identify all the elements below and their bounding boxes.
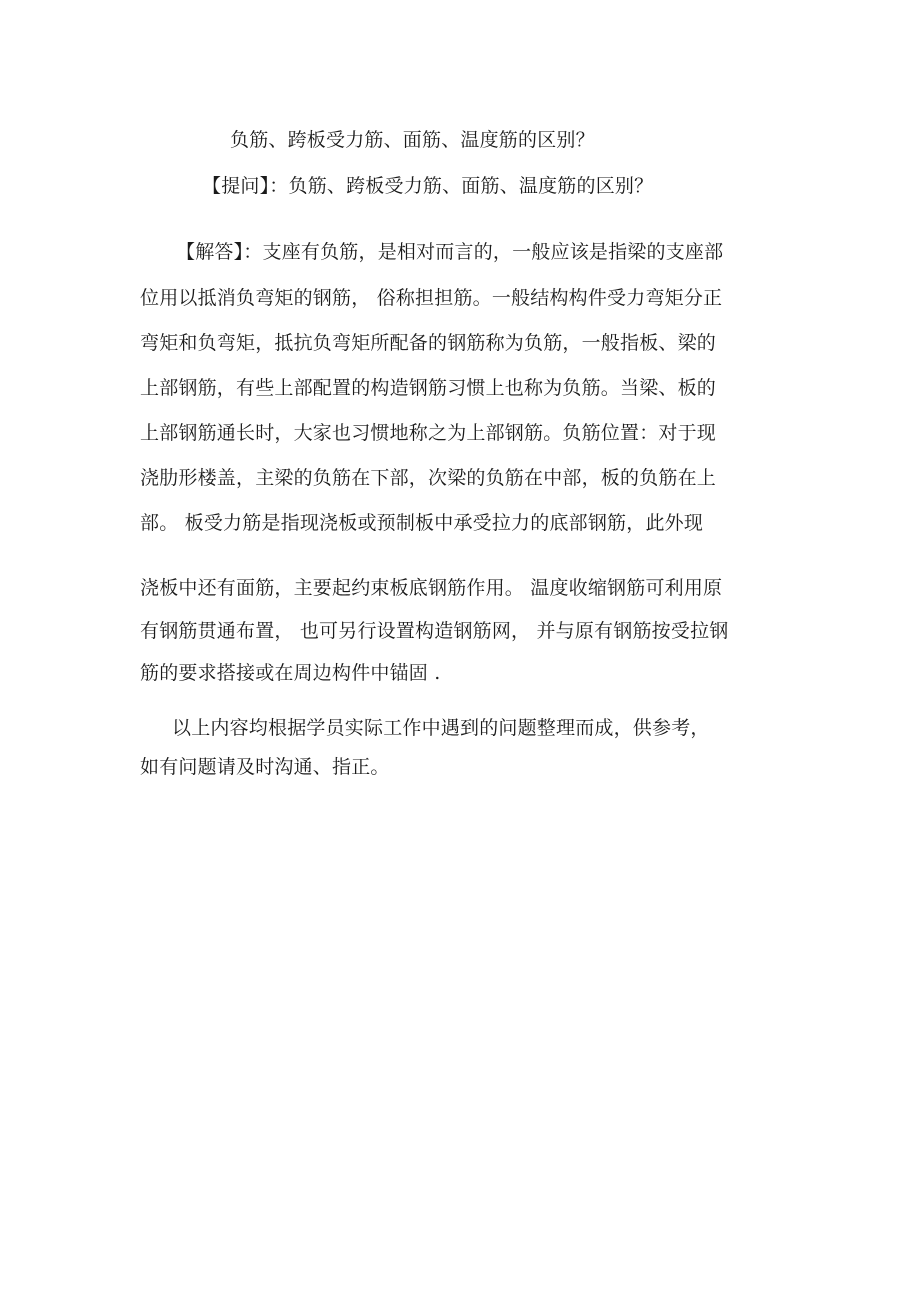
answer-line-7: 部。 板受力筋是指现浇板或预制板中承受拉力的底部钢筋，此外现	[140, 512, 704, 534]
answer-line-4: 上部钢筋，有些上部配置的构造钢筋习惯上也称为负筋。当梁、板的	[140, 377, 717, 399]
closing-line-1: 以上内容均根据学员实际工作中遇到的问题整理而成，供参考，	[172, 717, 710, 739]
closing-line-2: 如有问题请及时沟通、指正。	[140, 756, 390, 778]
question-line: 【提问】：负筋、跨板受力筋、面筋、温度筋的区别？	[202, 175, 654, 197]
answer-line-6: 浇肋形楼盖，主梁的负筋在下部，次梁的负筋在中部，板的负筋在上	[140, 467, 717, 489]
answer-line-5: 上部钢筋通长时，大家也习惯地称之为上部钢筋。负筋位置：对于现	[140, 422, 717, 444]
answer-line-2: 位用以抵消负弯矩的钢筋， 俗称担担筋。一般结构构件受力弯矩分正	[140, 287, 723, 309]
answer-line-10: 筋的要求搭接或在周边构件中锚固 .	[140, 662, 441, 684]
document-title: 负筋、跨板受力筋、面筋、温度筋的区别？	[230, 129, 595, 151]
answer-line-8: 浇板中还有面筋，主要起约束板底钢筋作用。 温度收缩钢筋可利用原	[140, 577, 723, 599]
answer-line-3: 弯矩和负弯矩，抵抗负弯矩所配备的钢筋称为负筋，一般指板、梁的	[140, 332, 717, 354]
answer-line-9: 有钢筋贯通布置， 也可另行设置构造钢筋网， 并与原有钢筋按受拉钢	[140, 620, 729, 642]
answer-line-1: 【解答】：支座有负筋，是相对而言的，一般应该是指梁的支座部	[176, 241, 724, 263]
